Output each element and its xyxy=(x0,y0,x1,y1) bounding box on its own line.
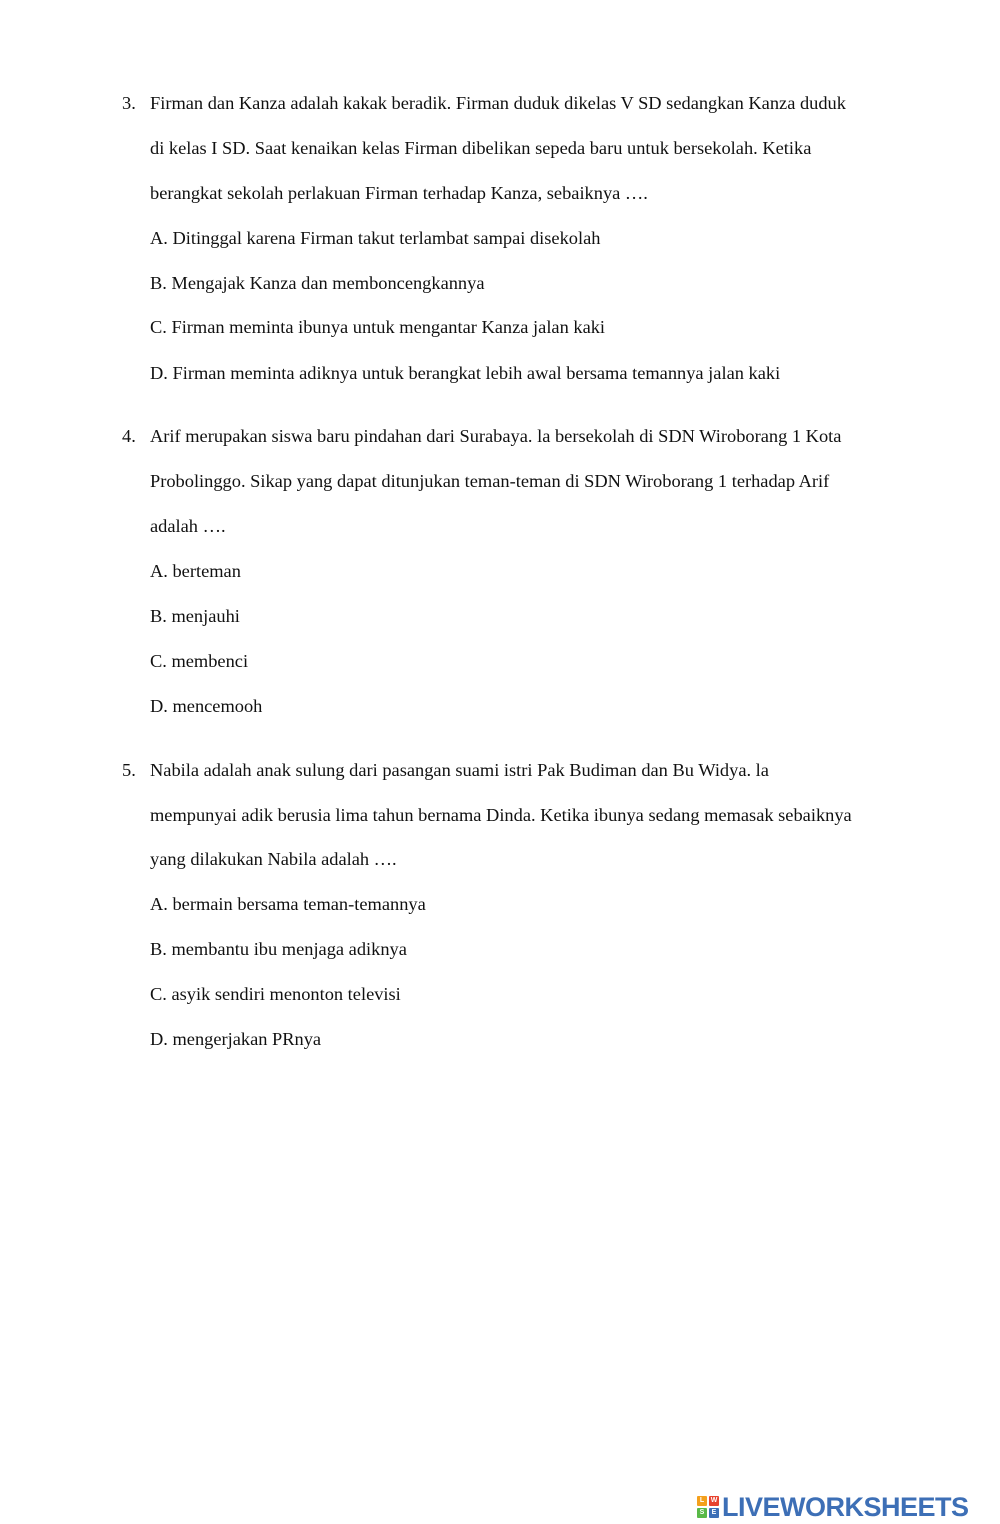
liveworksheets-logo xyxy=(697,1492,969,1522)
answer-option-d: D. Firman meminta adiknya untuk berangkat lebih awal bersama temannya jalan kaki xyxy=(150,363,781,383)
question-text-line: mempunyai adik berusia lima tahun bernama Dinda. Ketika ibunya sedang memasak sebaiknya xyxy=(150,805,852,825)
answer-option-a: A. berteman xyxy=(150,561,241,581)
answer-option-a: A. bermain bersama teman-temannya xyxy=(150,894,426,914)
answer-option-b: B. membantu ibu menjaga adiknya xyxy=(150,939,407,959)
answer-option-d: D. mencemooh xyxy=(150,696,263,716)
answer-option-d: D. mengerjakan PRnya xyxy=(150,1029,322,1049)
answer-option-b: B. Mengajak Kanza dan memboncengkannya xyxy=(150,273,485,293)
question-text-line: Firman dan Kanza adalah kakak beradik. Firman duduk dikelas V SD sedangkan Kanza duduk xyxy=(150,93,846,113)
question-text-line: berangkat sekolah perlakuan Firman terhadap Kanza, sebaiknya …. xyxy=(150,183,648,203)
logo-text: LIVEWORKSHEETS xyxy=(722,1491,969,1522)
answer-option-a: A. Ditinggal karena Firman takut terlambat sampai disekolah xyxy=(150,228,601,248)
question-number: 3. xyxy=(122,93,136,113)
question-number: 4. xyxy=(122,426,136,446)
question-text-line: di kelas I SD. Saat kenaikan kelas Firman dibelikan sepeda baru untuk bersekolah. Ketika xyxy=(150,138,812,158)
question-number: 5. xyxy=(122,760,136,780)
question-text-line: Probolinggo. Sikap yang dapat ditunjukan teman-teman di SDN Wiroborang 1 terhadap Arif xyxy=(150,471,830,491)
question-text-line: Arif merupakan siswa baru pindahan dari Surabaya. la bersekolah di SDN Wiroborang 1 Kota xyxy=(150,426,842,446)
question-text-line: yang dilakukan Nabila adalah …. xyxy=(150,849,397,869)
answer-option-c: C. membenci xyxy=(150,651,249,671)
question-text-line: adalah …. xyxy=(150,516,226,536)
answer-option-c: C. Firman meminta ibunya untuk mengantar Kanza jalan kaki xyxy=(150,317,606,337)
question-text-line: Nabila adalah anak sulung dari pasangan suami istri Pak Budiman dan Bu Widya. la xyxy=(150,760,769,780)
answer-option-b: B. menjauhi xyxy=(150,606,240,626)
answer-option-c: C. asyik sendiri menonton televisi xyxy=(150,984,401,1004)
logo-cubes-icon: L W S E xyxy=(697,1496,719,1518)
